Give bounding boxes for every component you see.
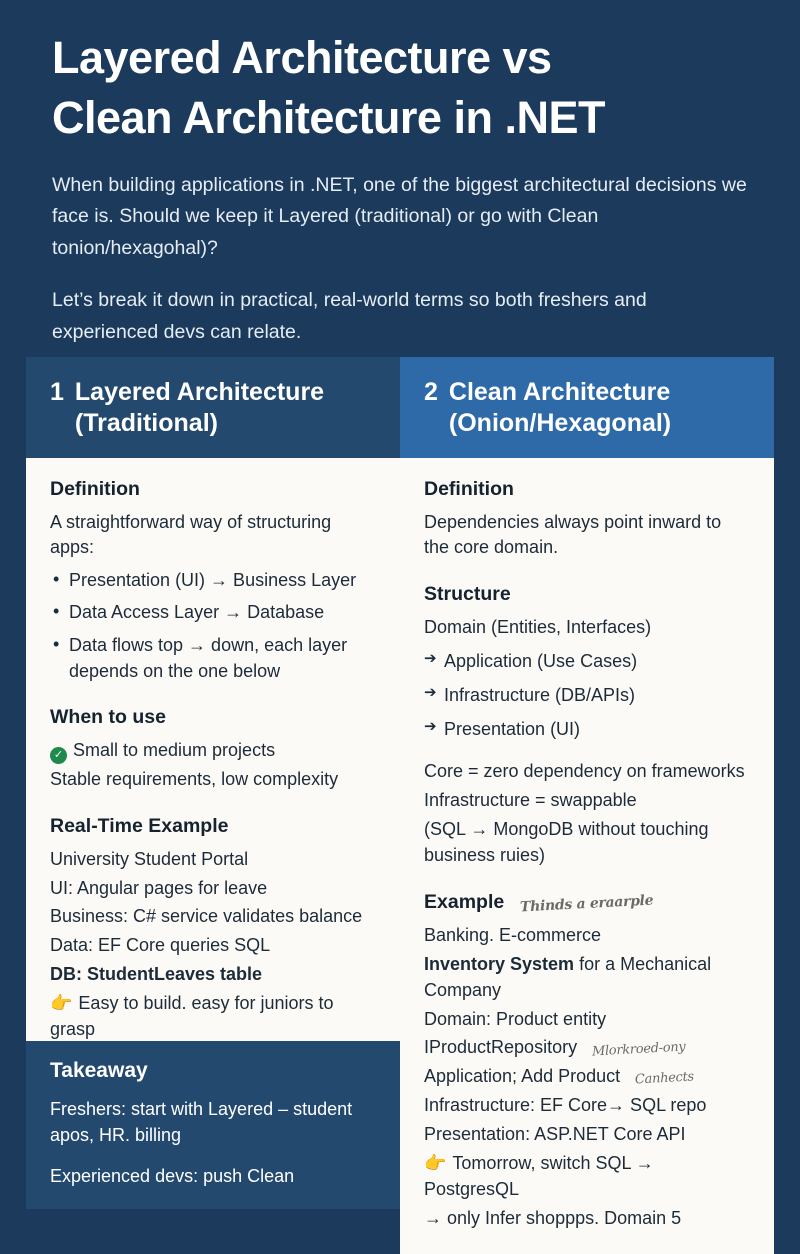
page-title-line-1: Layered Architecture vs: [52, 32, 552, 83]
clean-core-note: Core = zero dependency on frameworks: [424, 761, 745, 782]
check-circle-icon: ✓: [50, 747, 67, 764]
handwritten-annotation-example: Thinds a eraarple: [519, 892, 654, 916]
clean-infra-note-1: Infrastructure = swappable: [424, 790, 637, 811]
pointing-hand-icon: 👉: [424, 1153, 447, 1174]
layered-whentouse-heading: When to use: [50, 705, 166, 728]
clean-example-app-text: Application; Add Product: [424, 1066, 621, 1087]
column-clean-header: [400, 357, 774, 458]
header: [0, 0, 800, 349]
clean-structure-heading: Structure: [424, 583, 511, 606]
layered-whentouse-line-1: [50, 738, 376, 764]
layered-example-line: Data: EF Core queries SQL: [50, 935, 271, 956]
layered-whentouse-text-1: Small to medium projects: [73, 739, 276, 760]
takeaway-paragraph-1: Freshers: start with Layered – student apos, HR. billing: [50, 1099, 353, 1146]
clean-example-line-1: Banking. E-commerce: [424, 924, 602, 945]
column-clean-title-text: Clean Architecture: [448, 378, 671, 406]
clean-tip-text-1: Tomorrow, switch SQL → PostgresQL: [424, 1153, 654, 1199]
clean-example-repo-text: IProductRepository: [424, 1037, 578, 1058]
intro-paragraph-2: Let’s break it down in practical, real-world terms so both freshers and experienced devs can relate.: [52, 289, 647, 343]
list-item: • Presentation (UI) → Business Layer: [50, 567, 376, 593]
column-clean-title: [449, 377, 671, 440]
layered-example-heading: Real-Time Example: [50, 814, 229, 837]
column-clean-body: [400, 458, 774, 1254]
takeaway-panel: [26, 1041, 400, 1209]
clean-example-line: [424, 1035, 750, 1061]
layered-tip: [50, 991, 376, 1043]
clean-example-system-name: Inventory System: [424, 953, 575, 974]
column-layered-body: [26, 458, 400, 1065]
intro-paragraph-1: When building applications in .NET, one of the biggest architectural decisions we face is. Should we keep it Layered (traditional) or go with Clean tonion/hexagohal)?: [52, 173, 747, 260]
column-layered-header: [26, 357, 400, 458]
clean-example-system-rest: for a Mechanical Company: [424, 953, 712, 1000]
layered-example-line-db: DB: StudentLeaves table: [50, 964, 263, 985]
list-item: ➔ Infrastructure (DB/APIs): [424, 682, 750, 709]
clean-definition-text: Dependencies always point inward to the core domain.: [424, 511, 722, 558]
layered-whentouse-line-2: Stable requirements, low complexity: [50, 768, 339, 789]
handwritten-annotation-app: Canhects: [634, 1069, 695, 1088]
column-layered-subtitle: (Traditional): [74, 409, 218, 438]
layered-definition-heading: Definition: [50, 477, 140, 500]
layered-tip-text: Easy to build. easy for juniors to grasp: [50, 993, 334, 1040]
clean-tip-text-2: → only Infer shoppps. Domain 5: [424, 1207, 682, 1228]
clean-example-heading: [424, 891, 750, 914]
takeaway-heading: Takeaway: [50, 1059, 148, 1082]
column-layered-title: [75, 377, 324, 440]
layered-example-line: UI: Angular pages for leave: [50, 877, 268, 898]
clean-definition-heading: Definition: [424, 477, 514, 500]
clean-example-line: [424, 1064, 750, 1090]
column-clean-subtitle: (Onion/Hexagonal): [448, 409, 672, 438]
page-title-line-2: Clean Architecture in .NET: [52, 91, 605, 143]
page-title: [52, 28, 748, 148]
column-clean-number: 2: [424, 378, 438, 406]
list-item: ➔ Application (Use Cases): [424, 648, 750, 675]
list-item: ➔ Presentation (UI): [424, 716, 750, 743]
clean-tip: [424, 1151, 750, 1203]
clean-example-line: Presentation: ASP.NET Core API: [424, 1124, 686, 1145]
takeaway-paragraph-2: Experienced devs: push Clean: [50, 1166, 295, 1187]
clean-example-line: Domain: Product entity: [424, 1008, 607, 1029]
clean-example-heading-text: Example: [424, 890, 505, 913]
layered-bullet-list: [50, 567, 376, 683]
pointing-hand-icon: 👉: [50, 993, 73, 1014]
clean-example-line: Infrastructure: EF Core→ SQL repo: [424, 1095, 707, 1116]
list-item: • Data Access Layer → Database: [50, 599, 376, 625]
handwritten-annotation-repo: Mlorkroed-ony: [591, 1040, 686, 1060]
clean-infra-note-2: (SQL → MongoDB without touching business ruies): [424, 819, 709, 865]
layered-definition-text: A straightforward way of structuring apps:: [50, 511, 332, 558]
layered-example-line: Business: C# service validates balance: [50, 906, 363, 927]
list-item: • Data flows top → down, each layer depends on the one below: [50, 632, 376, 684]
intro-text: [52, 170, 748, 349]
layered-example-line: University Student Portal: [50, 848, 249, 869]
clean-structure-root: Domain (Entities, Interfaces): [424, 617, 652, 638]
clean-example-line-2: [424, 952, 750, 1004]
column-layered-number: 1: [50, 378, 64, 406]
column-clean: [400, 357, 774, 1254]
column-layered-title-text: Layered Architecture: [74, 378, 325, 406]
